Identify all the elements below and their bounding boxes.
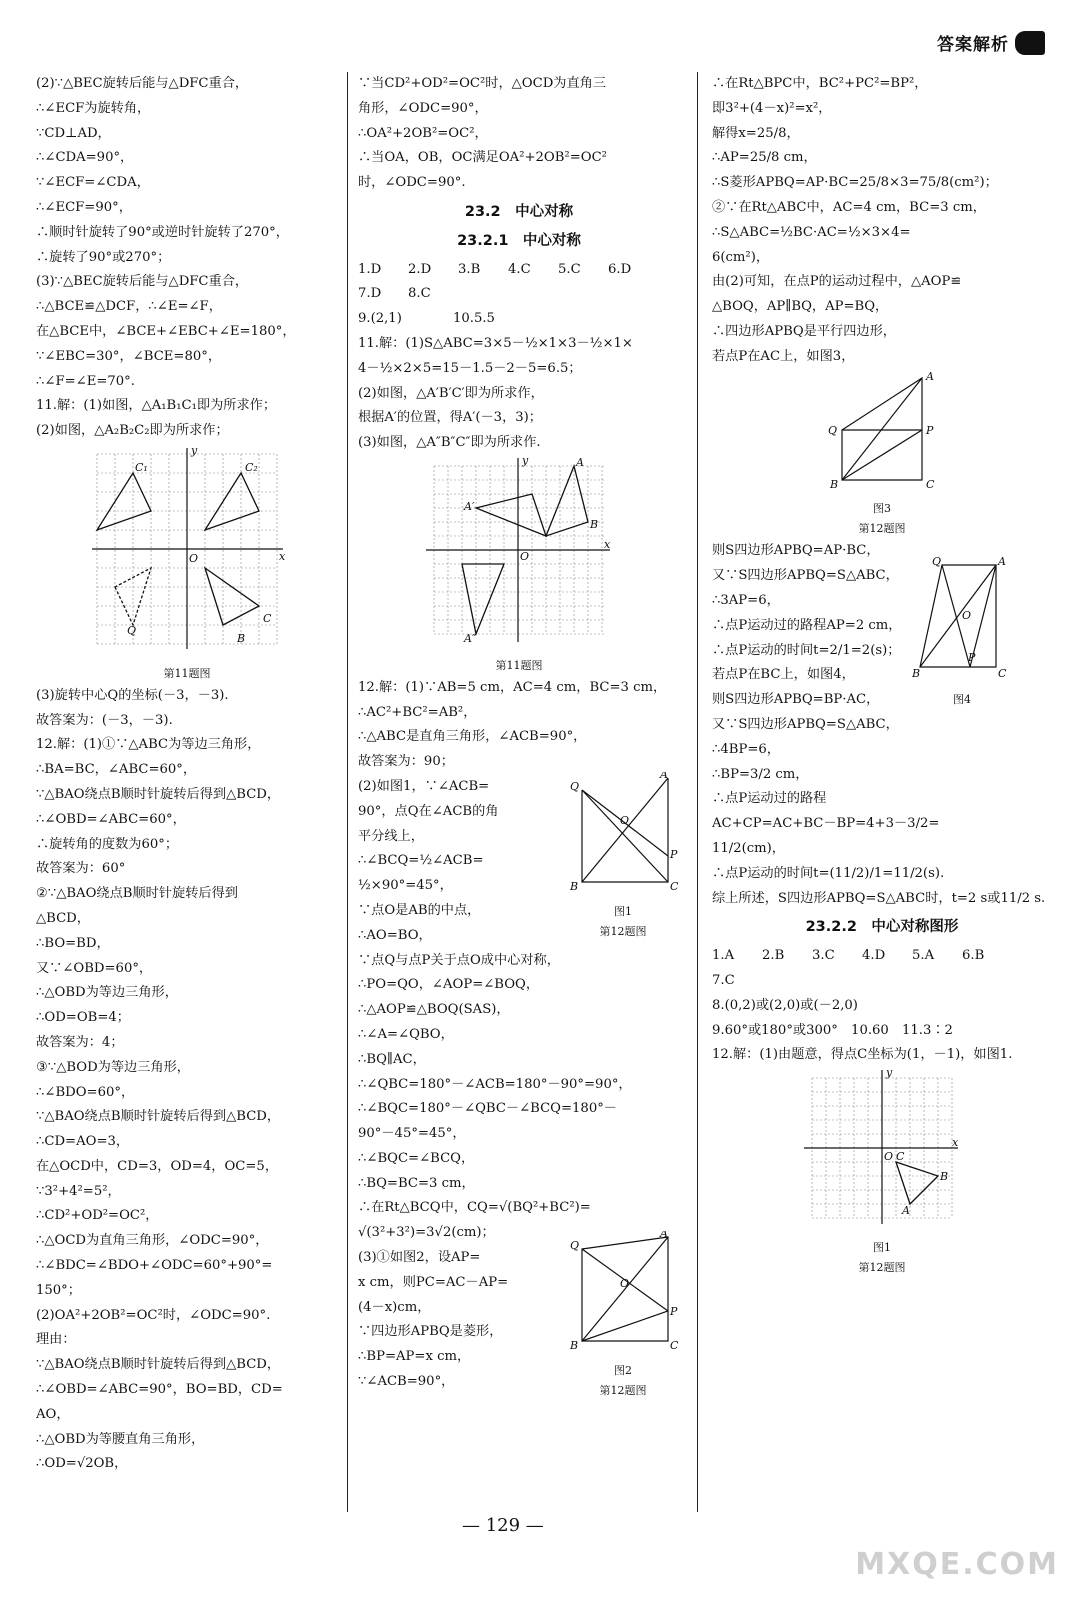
column-2: [358, 72, 680, 1532]
text-line: (2)OA²+2OB²=OC²时，∠ODC=90°.: [36, 1307, 271, 1323]
text-line: ∴∠BDC=∠BDO+∠ODC=60°+90°=: [36, 1258, 273, 1274]
text-line: (4－x)cm，: [358, 1299, 431, 1315]
text-line: ∴∠CDA=90°，: [36, 150, 134, 166]
svg-text:y: y: [522, 455, 529, 467]
mc-answer: 5.C: [558, 261, 581, 277]
fig-4: [912, 555, 1012, 710]
svg-text:A: A: [902, 1204, 910, 1218]
text-line: ∵3²+4²=5²，: [36, 1183, 121, 1199]
text-line: (3)①如图2，设AP=: [358, 1250, 481, 1266]
text-line: 150°；: [36, 1282, 81, 1298]
text-line: 故答案为：60°: [36, 861, 126, 877]
fig-11b-svg: [424, 456, 614, 646]
svg-text:O: O: [620, 813, 630, 827]
text-line: 又∵S四边形APBQ=S△ABC，: [712, 568, 899, 584]
svg-text:A: A: [998, 555, 1006, 569]
mc-answer: 6.D: [608, 261, 632, 277]
header-tab-mark: [1015, 31, 1045, 55]
text-line: 12.解：(1)由题意，得点C坐标为(1，－1)，如图1.: [712, 1047, 1013, 1063]
svg-text:C: C: [926, 477, 935, 490]
text-line: ∵△BAO绕点B顺时针旋转后得到△BCD，: [36, 1357, 281, 1373]
text-line: ∴顺时针旋转了90°或逆时针旋转了270°，: [36, 224, 289, 240]
page-number: — 129 —: [462, 1515, 544, 1536]
text-line: ∴∠A=∠QBO，: [358, 1026, 454, 1042]
section-23-2: 23.2 中心对称: [464, 203, 574, 220]
text-line: 11.解：(1)如图，△A₁B₁C₁即为所求作；: [36, 398, 277, 414]
fig-11-grid: [36, 444, 338, 684]
text-line: ∴∠BDO=60°，: [36, 1084, 135, 1100]
text-line: ∴S△ABC=½BC·AC=½×3×4=: [712, 224, 911, 240]
text-line: ∴AP=25/8 cm，: [712, 150, 817, 166]
text-line: 即3²+(4－x)²=x²，: [712, 100, 832, 116]
text-line: ½×90°=45°，: [358, 878, 453, 894]
text-line: 8.(0,2)或(2,0)或(－2,0): [712, 997, 858, 1013]
text-line: (2)如图，△A₂B₂C₂即为所求作；: [36, 423, 229, 439]
text-line: ∴在Rt△BCQ中，CQ=√(BQ²+BC²)=: [358, 1200, 591, 1216]
text-line: ∴点P运动的时间t=(11/2)/1=11/2(s).: [712, 865, 945, 881]
column-3: [712, 72, 1052, 1532]
text-line: ∴△OCD为直角三角形，∠ODC=90°，: [36, 1233, 269, 1249]
svg-text:A: A: [660, 1230, 668, 1240]
col3-lines-top: [712, 72, 1052, 370]
text-line: 时，∠ODC=90°.: [358, 175, 466, 191]
svg-text:y: y: [191, 443, 198, 457]
svg-text:P: P: [926, 423, 934, 437]
text-line: 在△OCD中，CD=3，OD=4，OC=5，: [36, 1158, 279, 1174]
svg-text:A: A: [926, 369, 934, 383]
svg-text:Q: Q: [570, 1238, 580, 1252]
text-line: ∴∠ECF=90°，: [36, 199, 132, 215]
header-title: 答案解析: [937, 35, 1009, 55]
fig-3-svg: [822, 370, 942, 490]
text-line: (2)如图，△A′B′C′即为所求作，: [358, 385, 544, 401]
text-line: ∵CD⊥AD，: [36, 125, 111, 141]
svg-text:B: B: [237, 631, 246, 645]
column-divider-2: [697, 72, 698, 1512]
fig4-block: [712, 539, 1052, 812]
text-line: ∵点Q与点P关于点O成中心对称，: [358, 952, 560, 968]
text-line: ∴△ABC是直角三角形，∠ACB=90°，: [358, 729, 587, 745]
text-line: ∵∠ECF=∠CDA，: [36, 175, 150, 191]
text-line: 6(cm²)，: [712, 249, 770, 265]
fig-11-caption: 第11题图: [163, 666, 211, 680]
svg-text:Q: Q: [828, 423, 838, 437]
mc-answer: 3.C: [812, 948, 835, 964]
svg-text:A″: A″: [464, 631, 477, 645]
svg-text:P: P: [968, 651, 976, 665]
mc-answers-2: [712, 944, 1052, 969]
text-line: ∵∠EBC=30°，∠BCE=80°，: [36, 348, 222, 364]
text-line: 根据A′的位置，得A′(－3，3)；: [358, 410, 542, 426]
text-line: ∴△OBD为等边三角形，: [36, 985, 178, 1001]
text-line: ∴∠ECF为旋转角，: [36, 100, 151, 116]
svg-text:Q: Q: [127, 623, 137, 637]
svg-text:O: O: [884, 1150, 894, 1164]
svg-text:B: B: [912, 667, 921, 681]
column-1: [36, 72, 338, 1512]
col1-lines: [36, 72, 338, 394]
svg-text:O: O: [962, 609, 972, 623]
mc-answers-1: [358, 258, 680, 283]
fig-3: [712, 370, 1052, 540]
fig-12-1-label: 图1: [614, 904, 632, 918]
text-line: ∴BQ=BC=3 cm，: [358, 1175, 475, 1191]
text-line: 9.60°或180°或300° 10.60 11.3∶2: [712, 1022, 953, 1038]
text-line: (2)∵△BEC旋转后能与△DFC重合，: [36, 76, 249, 91]
col1-q11: [36, 394, 338, 444]
svg-text:B: B: [590, 517, 599, 531]
text-line: ∴CD=AO=3，: [36, 1134, 130, 1150]
text-line: 若点P在AC上，如图3，: [712, 348, 855, 364]
text-line: ∵点O是AB的中点，: [358, 902, 481, 918]
text-line: 90°－45°=45°，: [358, 1126, 466, 1142]
fig-11b-caption: 第11题图: [495, 658, 543, 672]
text-line: 11.解：(1)S△ABC=3×5－½×1×3－½×1×: [358, 335, 633, 351]
col3-lines-bottom: [712, 812, 1052, 911]
section-23-2-2: 23.2.2 中心对称图形: [805, 919, 959, 936]
mc-answer: 6.B: [962, 948, 985, 964]
text-line: ∴PO=QO，∠AOP=∠BOQ，: [358, 977, 540, 993]
text-line: ∴OD=OB=4；: [36, 1010, 130, 1026]
text-line: 又∵S四边形APBQ=S△ABC，: [712, 716, 899, 732]
text-line: ∴BP=3/2 cm，: [712, 766, 809, 782]
text-line: (3)如图，△A″B″C″即为所求作.: [358, 435, 541, 451]
text-line: ∴当OA，OB，OC满足OA²+2OB²=OC²: [358, 150, 607, 166]
text-line: 解得x=25/8，: [712, 125, 800, 141]
svg-text:O: O: [520, 549, 530, 563]
text-line: (3)旋转中心Q的坐标(－3，－3).: [36, 687, 229, 703]
text-line: ∵△BAO绕点B顺时针旋转后得到△BCD，: [36, 1109, 281, 1125]
text-line: ∴∠BCQ=½∠ACB=: [358, 853, 484, 869]
svg-text:A: A: [576, 455, 584, 469]
fig-11b-grid: [358, 456, 680, 676]
mc-answer: 4.C: [508, 261, 531, 277]
fig-3-caption: 第12题图: [858, 522, 906, 536]
page-header: [937, 30, 1045, 55]
column-divider-1: [347, 72, 348, 1512]
text-line: 则S四边形APBQ=AP·BC，: [712, 543, 880, 559]
text-line: 11/2(cm)，: [712, 840, 785, 856]
text-line: AO，: [36, 1406, 70, 1422]
text-line: ∴CD²+OD²=OC²，: [36, 1208, 159, 1224]
text-line: 若点P在BC上，如图4，: [712, 667, 855, 683]
fig-12-2: [568, 1231, 678, 1401]
text-line: √(3²+3²)=3√2(cm)；: [358, 1225, 495, 1241]
svg-text:C: C: [896, 1150, 905, 1164]
text-line: 由(2)可知，在点P的运动过程中，△AOP≌: [712, 274, 962, 290]
text-line: ∴在Rt△BPC中，BC²+PC²=BP²，: [712, 76, 928, 91]
text-line: ∴点P运动过的路程AP=2 cm，: [712, 617, 902, 633]
svg-text:C₂: C₂: [245, 460, 258, 474]
text-line: 故答案为：4；: [36, 1034, 124, 1050]
col3-lines-final: [712, 994, 1052, 1068]
mc-answer: 2.D: [408, 261, 432, 277]
svg-text:x: x: [952, 1136, 959, 1150]
text-line: ∴∠QBC=180°－∠ACB=180°－90°=90°，: [358, 1076, 632, 1092]
svg-text:B: B: [570, 1338, 579, 1351]
svg-text:x: x: [604, 537, 611, 551]
mc-answer: 3.B: [458, 261, 481, 277]
fig-12-2-label: 图2: [614, 1363, 632, 1377]
mc-answer: 10.5.5: [453, 311, 495, 327]
text-line: ∴∠F=∠E=70°.: [36, 373, 135, 389]
text-line: ∴△BCE≌△DCF，∴∠E=∠F，: [36, 299, 222, 315]
text-line: △BCD，: [36, 910, 90, 926]
text-line: ∴3AP=6，: [712, 592, 780, 608]
fig-3-label: 图3: [873, 502, 891, 516]
text-line: ∴BQ∥AC，: [358, 1051, 426, 1067]
text-line: 角形，∠ODC=90°，: [358, 100, 488, 116]
svg-text:B: B: [830, 477, 839, 490]
svg-text:C: C: [670, 1338, 678, 1351]
text-line: ∵△BAO绕点B顺时针旋转后得到△BCD，: [36, 786, 281, 802]
svg-text:x: x: [279, 549, 286, 563]
text-line: ∴点P运动的时间t=2/1=2(s)；: [712, 642, 901, 658]
fig-12-2-caption: 第12题图: [599, 1383, 647, 1397]
mc-answer: 5.A: [912, 948, 935, 964]
text-line: 90°，点Q在∠ACB的角: [358, 803, 499, 819]
q12-block-2: [358, 899, 680, 1395]
svg-text:B: B: [940, 1170, 949, 1184]
col2-q11: [358, 332, 680, 456]
mc-answer: 1.A: [712, 948, 735, 964]
fig-12c-caption: 第12题图: [858, 1260, 906, 1274]
text-line: ②∵△BAO绕点B顺时针旋转后得到: [36, 886, 238, 902]
text-line: ∴BO=BD，: [36, 935, 110, 951]
text-line: ∴4BP=6，: [712, 741, 780, 757]
fig-12c-svg: [802, 1068, 962, 1228]
mc-answer: 9.(2,1): [358, 311, 402, 327]
mc-answer: 7.C: [712, 972, 735, 988]
fig-12-2-svg: [568, 1231, 678, 1351]
text-line: ②∵在Rt△ABC中，AC=4 cm，BC=3 cm，: [712, 199, 986, 215]
svg-text:O: O: [620, 1276, 630, 1290]
mc-answer: 1.D: [358, 261, 382, 277]
fig-12c-label: 图1: [873, 1240, 891, 1254]
text-line: x cm，则PC=AC－AP=: [358, 1274, 509, 1290]
svg-text:Q: Q: [570, 779, 580, 793]
text-line: ∴AO=BO，: [358, 927, 432, 943]
fig-4-svg: [912, 555, 1012, 680]
text-line: 综上所述，S四边形APBQ=S△ABC时，t=2 s或11/2 s.: [712, 890, 1046, 906]
text-line: ∴OD=√2OB，: [36, 1456, 128, 1472]
svg-text:A′: A′: [464, 499, 475, 513]
text-line: ∴△OBD为等腰直角三角形，: [36, 1431, 205, 1447]
text-line: ∴S菱形APBQ=AP·BC=25/8×3=75/8(cm²)；: [712, 175, 998, 191]
text-line: 12.解：(1)①∵△ABC为等边三角形，: [36, 737, 261, 753]
svg-text:y: y: [886, 1068, 893, 1080]
text-line: ∴旋转了90°或270°；: [36, 249, 171, 265]
fig-12c: [712, 1068, 1052, 1278]
text-line: ∴旋转角的度数为60°；: [36, 836, 179, 852]
svg-text:C: C: [670, 879, 678, 892]
svg-text:C₁: C₁: [135, 460, 148, 474]
col1-q11-q12: [36, 684, 338, 1478]
mc-answer: 4.D: [862, 948, 886, 964]
text-line: ∴∠OBD=∠ABC=60°，: [36, 811, 186, 827]
fig-4-label: 图4: [953, 693, 971, 707]
text-line: ∴四边形APBQ是平行四边形，: [712, 323, 896, 339]
svg-text:P: P: [670, 847, 678, 861]
mc-answers-2b: [712, 969, 1052, 994]
fig-12-1-svg: [568, 772, 678, 892]
text-line: 故答案为：90；: [358, 754, 454, 770]
svg-text:C: C: [263, 611, 272, 625]
mc-answers-1c: [358, 307, 680, 332]
text-line: ∴∠OBD=∠ABC=90°，BO=BD，CD=: [36, 1382, 283, 1398]
svg-text:Q: Q: [932, 555, 942, 569]
text-line: ∴OA²+2OB²=OC²，: [358, 125, 488, 141]
text-line: 又∵∠OBD=60°，: [36, 960, 153, 976]
col2-lines-top: [358, 72, 680, 196]
text-line: ∴△AOP≌△BOQ(SAS)，: [358, 1002, 510, 1018]
mc-answer: 7.D: [358, 286, 382, 302]
text-line: 故答案为：(－3，－3).: [36, 712, 173, 728]
svg-text:P: P: [670, 1304, 678, 1318]
text-line: 12.解：(1)∵AB=5 cm，AC=4 cm，BC=3 cm，: [358, 679, 667, 695]
mc-answer: 8.C: [408, 286, 431, 302]
text-line: 理由：: [36, 1332, 76, 1348]
text-line: AC+CP=AC+BC－BP=4+3－3/2=: [712, 816, 940, 832]
text-line: 在△BCE中，∠BCE+∠EBC+∠E=180°，: [36, 323, 296, 339]
text-line: ∵四边形APBQ是菱形，: [358, 1324, 503, 1340]
svg-text:C: C: [998, 667, 1007, 681]
text-line: ∴BA=BC，∠ABC=60°，: [36, 762, 197, 778]
text-line: ∴BP=AP=x cm，: [358, 1349, 471, 1365]
text-line: △BOQ，AP∥BQ，AP=BQ，: [712, 299, 889, 315]
text-line: ∴∠BQC=∠BCQ，: [358, 1150, 475, 1166]
text-line: (2)如图1，∵∠ACB=: [358, 778, 490, 794]
mc-answers-1b: [358, 282, 680, 307]
text-line: ③∵△BOD为等边三角形，: [36, 1059, 190, 1075]
text-line: ∴AC²+BC²=AB²，: [358, 704, 477, 720]
text-line: ∵当CD²+OD²=OC²时，△OCD为直角三: [358, 76, 607, 91]
text-line: 平分线上，: [358, 828, 424, 844]
text-line: ∵∠ACB=90°，: [358, 1374, 455, 1390]
text-line: (3)∵△BEC旋转后能与△DFC重合，: [36, 274, 249, 290]
text-line: ∴点P运动过的路程: [712, 791, 827, 807]
fig-12-1-caption: 第12题图: [599, 924, 647, 938]
svg-text:A: A: [660, 771, 668, 781]
section-23-2-1: 23.2.1 中心对称: [457, 232, 581, 249]
text-line: 则S四边形APBQ=BP·AC，: [712, 692, 880, 708]
fig-11-svg: [87, 444, 287, 654]
svg-text:O: O: [189, 551, 199, 565]
svg-text:B: B: [570, 879, 579, 892]
text-line: 4－½×2×5=15－1.5－2－5=6.5；: [358, 360, 582, 376]
text-line: ∴∠BQC=180°－∠QBC－∠BCQ=180°－: [358, 1101, 617, 1117]
watermark: MXQE.COM: [855, 1547, 1059, 1582]
mc-answer: 2.B: [762, 948, 785, 964]
